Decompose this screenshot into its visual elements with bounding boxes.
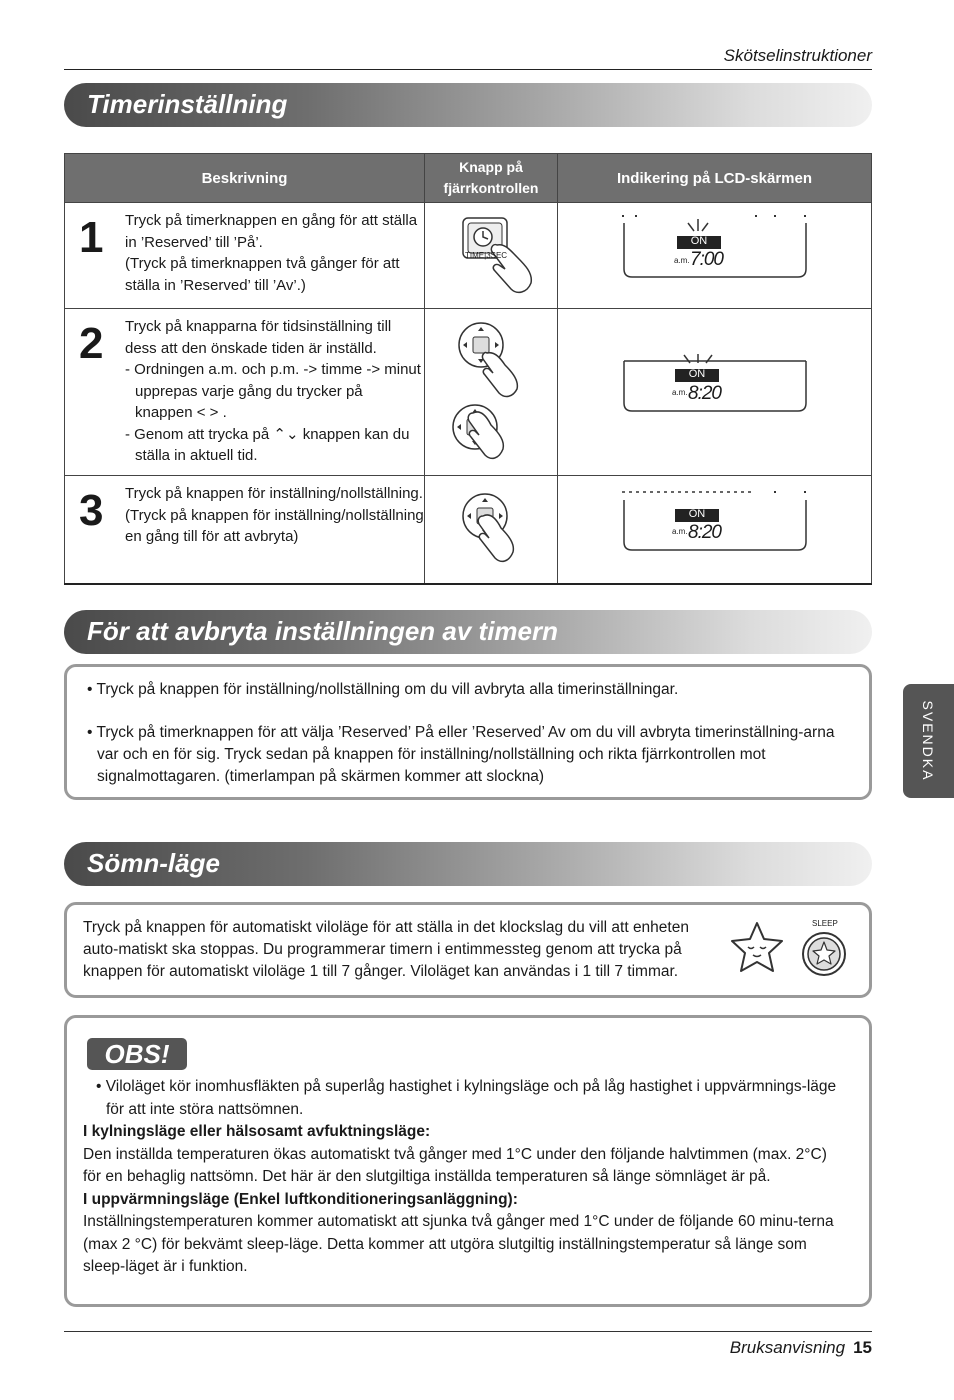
step-number: 1: [79, 213, 104, 262]
sleep-box: [64, 902, 872, 998]
cancel-box: [64, 664, 872, 800]
section-title-timer: Timerinställning: [87, 89, 288, 119]
lcd-on-badge: ON: [688, 508, 706, 520]
step-line: (Tryck på knappen för inställning/nollställning en gång till för att avbryta): [125, 506, 424, 545]
set-clear-button-press-icon: [425, 476, 557, 578]
step-description: [65, 476, 425, 585]
timer-steps-table: [64, 153, 872, 585]
sleep-button-label: SLEEP: [812, 919, 838, 928]
lcd-ampm: a.m.: [672, 527, 688, 536]
table-row: [65, 476, 872, 585]
bullet-dot: •: [87, 724, 97, 741]
timer-button-label: TIME|3SEC: [465, 251, 508, 260]
step-description: [65, 309, 425, 476]
lcd-time: 7:00: [690, 249, 723, 270]
section-title-sleep: Sömn-läge: [87, 848, 220, 878]
footer: [730, 1338, 872, 1358]
col-button-header-line2: fjärrkontrollen: [443, 180, 539, 196]
header-rule: [64, 69, 872, 70]
cancel-bullet-row: [87, 722, 841, 788]
cancel-bullet: Tryck på knappen för inställning/nollställning om du vill avbryta alla timerinställningar.: [96, 681, 679, 698]
section-bar-timer: [64, 83, 872, 127]
remote-button-cell: [425, 476, 558, 585]
obs-text: [83, 1076, 843, 1279]
lcd-time: 8:20: [688, 383, 721, 404]
language-side-tab: [903, 684, 954, 798]
col-button-header: [425, 154, 558, 203]
sleep-button-icon: [801, 929, 851, 979]
step-number: 2: [79, 319, 104, 368]
col-description-header: Beskrivning: [65, 154, 425, 203]
obs-heating-heading: I uppvärmningsläge (Enkel luftkonditioneringsanläggning):: [83, 1190, 518, 1208]
remote-button-cell: [425, 203, 558, 309]
step-description: [65, 203, 425, 309]
obs-cooling-text: Den inställda temperaturen ökas automatiskt två gånger med 1°C under den följande halvtimmen (max. 2°C) för en behaglig nattsömn. Det här är den slutgiltiga inställda temperaturen så länge sömnläget är på.: [83, 1145, 827, 1185]
step-line: Tryck på knapparna för tidsinställning till dess att den önskade tiden är inställd.: [125, 318, 392, 357]
cancel-bullet-row: [87, 679, 841, 701]
step-line: - Ordningen a.m. och p.m. -> timme -> minut upprepas varje gång du trycker på knappen < > .: [125, 361, 421, 421]
step-line: Tryck på timerknappen en gång för att ställa in ’Reserved’ till ’På’.: [125, 212, 418, 251]
col-lcd-header: Indikering på LCD-skärmen: [558, 154, 872, 203]
table-row: [65, 203, 872, 309]
bullet-dot: •: [87, 681, 97, 698]
sleep-description: Tryck på knappen för automatiskt viloläge för att ställa in det klockslag du vill att enheten auto-matiskt ska stoppas. Du programmerar timern i entimmessteg genom att trycka på knappen för automatiskt viloläge 1 till 7 gånger. Viloläget kan användas i 1 till 7 timmar.: [83, 919, 689, 980]
step-line: (Tryck på timerknappen två gånger för att ställa in ’Reserved’ till ’Av’.): [125, 255, 400, 294]
lcd-cell: [558, 203, 872, 309]
page-number: 15: [853, 1338, 872, 1357]
sleeping-star-icon: [727, 919, 797, 979]
step-line: - Genom att trycka på ⌃⌄ knappen kan du ställa in aktuell tid.: [125, 425, 410, 464]
step-number: 3: [79, 486, 104, 535]
obs-cooling-heading: I kylningsläge eller hälsosamt avfuktningsläge:: [83, 1123, 431, 1140]
col-button-header-line1: Knapp på: [459, 159, 523, 175]
obs-badge: OBS!: [87, 1038, 187, 1070]
lcd-cell: [558, 309, 872, 476]
table-row: [65, 309, 872, 476]
running-header: Skötselinstruktioner: [723, 46, 872, 65]
obs-bullet-row: [83, 1076, 843, 1121]
obs-bullet: Viloläget kör inomhusfläkten på superlåg hastighet i kylningsläge och på låg hastighet i uppvärmnings-läge för att inte störa nattsömnen.: [105, 1078, 837, 1118]
lcd-ampm: a.m.: [674, 256, 690, 265]
section-bar-cancel: [64, 610, 872, 654]
lcd-on-badge: ON: [690, 235, 708, 247]
lcd-cell: [558, 476, 872, 585]
table-header-row: [65, 154, 872, 203]
remote-button-cell: [425, 309, 558, 476]
footer-label: Bruksanvisning: [729, 1338, 846, 1357]
step-line: Tryck på knappen för inställning/nollställning.: [125, 485, 423, 502]
language-tab-label: SVENDKA: [920, 700, 936, 782]
cancel-bullet: Tryck på timerknappen för att välja ’Reserved’ På eller ’Reserved’ Av om du vill avbryta timerinställning-arna var och en för sig. Tryck sedan på knappen för inställning/nollställning och rikta fjärrkontrollen mot signalmottagaren. (timerlampan på skärmen kommer att slockna): [96, 724, 835, 785]
section-bar-sleep: [64, 842, 872, 886]
bullet-dot: •: [96, 1078, 106, 1095]
set-clear-button-press-icon: [425, 309, 557, 470]
lcd-on-badge: ON: [688, 368, 706, 380]
footer-rule: [64, 1331, 872, 1332]
section-title-cancel: För att avbryta inställningen av timern: [87, 616, 558, 646]
lcd-ampm: a.m.: [672, 388, 688, 397]
obs-box: [64, 1015, 872, 1307]
lcd-time: 8:20: [688, 522, 721, 543]
obs-heating-text: Inställningstemperaturen kommer automatiskt att sjunka två gånger med 1°C under de följande 60 minu-terna (max 2 °C) för bekvämt sleep-läge. Detta kommer att utgöra slutgiltig inställningstemperatur så länge som sleep-läget är i funktion.: [83, 1213, 834, 1275]
